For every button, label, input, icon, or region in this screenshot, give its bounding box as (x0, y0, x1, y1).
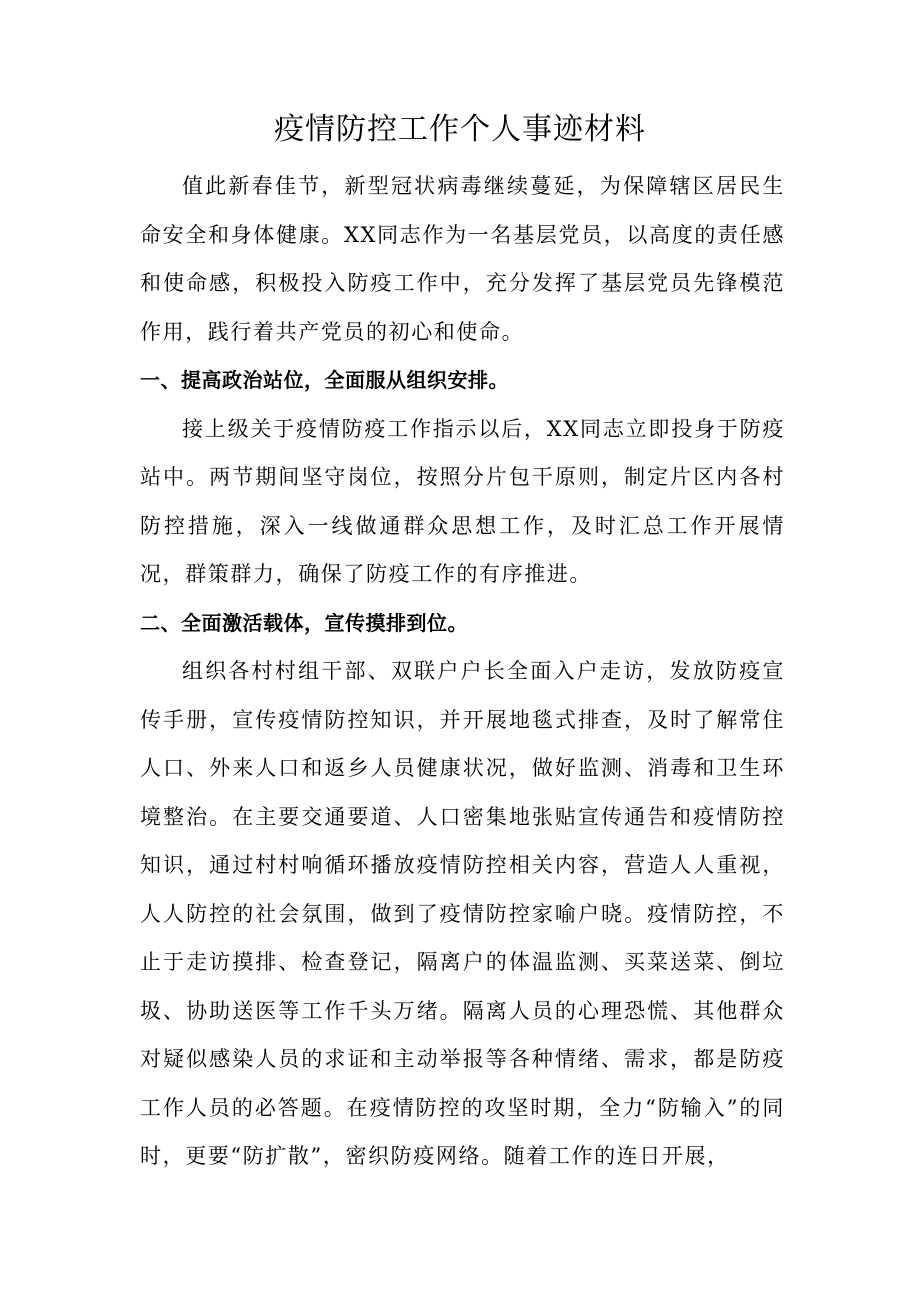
document-title: 疫情防控工作个人事迹材料 (274, 112, 646, 147)
section-heading: 一、提高政治站位，全面服从组织安排。 (140, 368, 509, 392)
section-heading: 二、全面激活载体，宣传摸排到位。 (140, 610, 468, 635)
section-2 (140, 599, 785, 1181)
section-paragraph: 接上级关于疫情防疫工作指示以后，XX同志立即投身于防疫站中。两节期间坚守岗位，按照分片包干原则，制定片区内各村防控措施，深入一线做通群众思想工作，及时汇总工作开展情况，群策群力，确保了防疫工作的有序推进。 (140, 416, 785, 586)
section-1 (140, 356, 785, 599)
intro-paragraph: 值此新春佳节，新型冠状病毒继续蔓延，为保障辖区居民生命安全和身体健康。XX同志作为一名基层党员，以高度的责任感和使命感，积极投入防疫工作中，充分发挥了基层党员先锋模范作用，践行着共产党员的初心和使命。 (140, 174, 785, 344)
section-paragraph: 组织各村村组干部、双联户户长全面入户走访，发放防疫宣传手册，宣传疫情防控知识，并开展地毯式排查，及时了解常住人口、外来人口和返乡人员健康状况，做好监测、消毒和卫生环境整治。在主要交通要道、人口密集地张贴宣传通告和疫情防控知识，通过村村响循环播放疫情防控相关内容，营造人人重视，人人防控的社会氛围，做到了疫情防控家喻户晓。疫情防控，不止于走访摸排、检查登记，隔离户的体温监测、买菜送菜、倒垃圾、协助送医等工作千头万绪。隔离人员的心理恐慌、其他群众对疑似感染人员的求证和主动举报等各种情绪、需求，都是防疫工作人员的必答题。在疫情防控的攻坚时期，全力“防输入”的同时，更要“防扩散”，密织防疫网络。随着工作的连日开展， (140, 659, 785, 1168)
document-body (140, 162, 785, 1181)
